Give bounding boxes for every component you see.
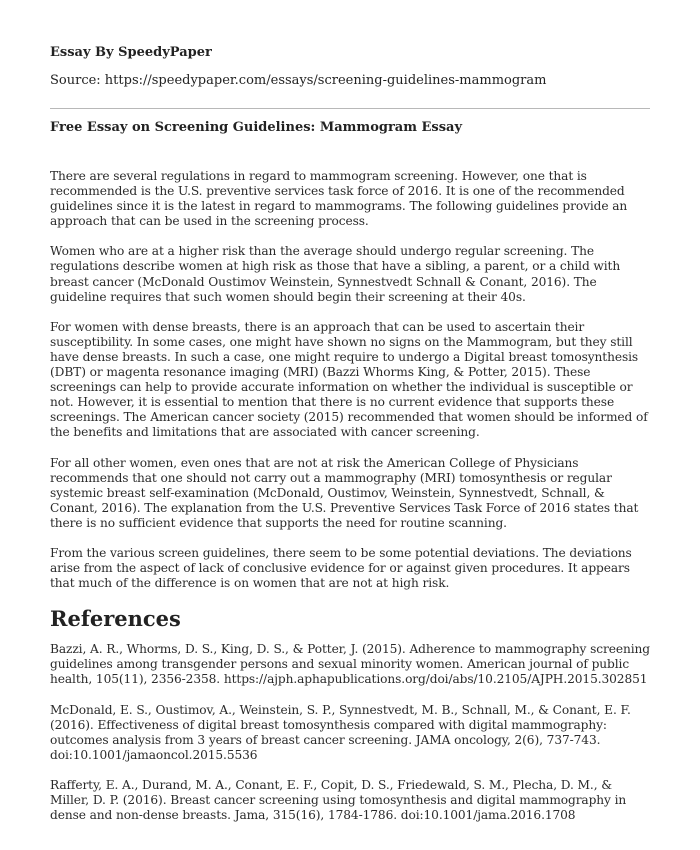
references-heading: References bbox=[50, 606, 181, 632]
publisher-title: Essay By SpeedyPaper bbox=[50, 45, 212, 60]
source-line: Source: https://speedypaper.com/essays/screening-guidelines-mammogram bbox=[50, 73, 547, 88]
paragraph: Women who are at a higher risk than the average should undergo regular screening. The regulations describe women at high risk as those that have a sibling, a parent, or a child with breast cancer (McDonald Oustimov Weinstein, Synnestvedt Schnall & Conant, 2016). The guideline requires that such women should begin their screening at their 40s. bbox=[50, 244, 621, 304]
paragraph: There are several regulations in regard to mammogram screening. However, one that is recommended is the U.S. preventive services task force of 2016. It is one of the recommended guidelines since it is the latest in regard to mammograms. The following guidelines provide an approach that can be used in the screening process. bbox=[50, 169, 628, 229]
paragraph: From the various screen guidelines, there seem to be some potential deviations. The deviations arise from the aspect of lack of conclusive evidence for or against given procedures. It appears that much of the difference is on women that are not at high risk. bbox=[50, 545, 632, 591]
reference-item: Rafferty, E. A., Durand, M. A., Conant, E. F., Copit, D. S., Friedewald, S. M., Plecha, D. M., & Miller, D. P. (2016). Breast cancer screening using tomosynthesis and digital mammography in dense and non-dense breasts. Jama, 315(16), 1784-1786. doi:10.1001/jama.2016.1708 bbox=[50, 777, 627, 823]
paragraph: For women with dense breasts, there is an approach that can be used to ascertain their susceptibility. In some cases, one might have shown no signs on the Mammogram, but they still have dense breasts. In such a case, one might require to undergo a Digital breast tomosynthesis (DBT) or magenta resonance imaging (MRI) (Bazzi Whorms King, & Potter, 2015). These screenings can help to provide accurate information on whether the individual is susceptible or not. However, it is essential to mention that there is no current evidence that supports these screenings. The American cancer society (2015) recommended that women should be informed of the benefits and limitations that are associated with cancer screening. bbox=[50, 319, 648, 440]
essay-body bbox=[50, 169, 654, 838]
references-list bbox=[50, 642, 654, 823]
reference-item: McDonald, E. S., Oustimov, A., Weinstein, S. P., Synnestvedt, M. B., Schnall, M., & Conant, E. F. (2016). Effectiveness of digital breast tomosynthesis compared with digital mammography: outcomes analysis from 3 years of breast cancer screening. JAMA oncology, 2(6), 737-743. doi:10.1001/jamaoncol.2015.5536 bbox=[50, 702, 631, 762]
reference-item: Bazzi, A. R., Whorms, D. S., King, D. S., & Potter, J. (2015). Adherence to mammography screening guidelines among transgender persons and sexual minority women. American journal of public health, 105(11), 2356-2358. https://ajph.aphapublications.org/doi/abs/10.2105/AJPH.2015.302851 bbox=[50, 642, 650, 687]
essay-title: Free Essay on Screening Guidelines: Mammogram Essay bbox=[50, 120, 463, 135]
paragraph: For all other women, even ones that are not at risk the American College of Physicians recommends that one should not carry out a mammography (MRI) tomosynthesis or regular systemic breast self-examination (McDonald, Oustimov, Weinstein, Synnestvedt, Schnall, & Conant, 2016). The explanation from the U.S. Preventive Services Task Force of 2016 states that there is no sufficient evidence that supports the need for routine scanning. bbox=[50, 455, 639, 530]
header-divider bbox=[50, 108, 650, 109]
